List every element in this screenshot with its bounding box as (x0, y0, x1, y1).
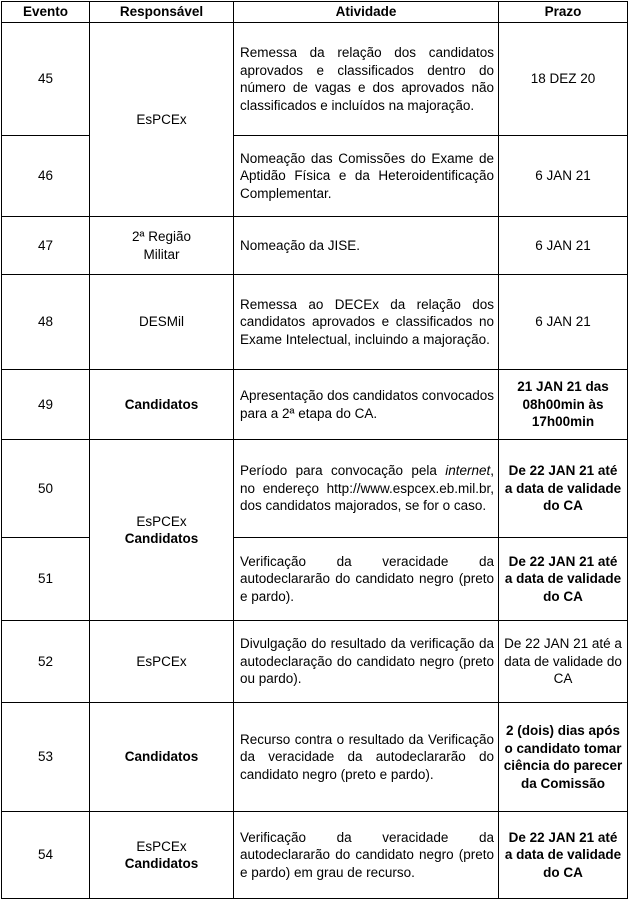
responsavel-cell (90, 703, 234, 812)
atividade-text: Período para convocação pela (240, 463, 446, 479)
atividade-italic-text: internet (445, 463, 491, 479)
responsavel-cell (90, 217, 234, 275)
header-responsavel: Responsável (90, 2, 234, 23)
prazo-cell: 6 JAN 21 (499, 136, 628, 217)
header-evento: Evento (2, 2, 90, 23)
responsavel-text: 2ª Região (131, 229, 192, 244)
table-row (2, 23, 628, 136)
atividade-cell: Apresentação dos candidatos convocados para a 2ª etapa do CA. (234, 370, 499, 440)
evento-cell: 49 (2, 370, 90, 440)
table-row (2, 812, 628, 899)
table-row (2, 370, 628, 440)
prazo-cell: De 22 JAN 21 até a data de validade do CA (499, 440, 628, 538)
evento-cell: 48 (2, 275, 90, 370)
responsavel-cell (90, 440, 234, 621)
responsavel-cell (90, 370, 234, 440)
responsavel-text: EsPCEx (136, 653, 187, 669)
evento-cell: 54 (2, 812, 90, 899)
responsavel-text: Candidatos (124, 856, 199, 871)
evento-cell: 50 (2, 440, 90, 538)
evento-cell: 51 (2, 538, 90, 621)
responsavel-text: EsPCEx (136, 513, 187, 529)
responsavel-text: Candidatos (124, 749, 199, 765)
table-row (2, 275, 628, 370)
atividade-cell: Nomeação da JISE. (234, 217, 499, 275)
responsavel-cell (90, 275, 234, 370)
prazo-cell: 18 DEZ 20 (499, 23, 628, 136)
responsavel-text: EsPCEx (136, 111, 187, 127)
responsavel-text: DESMil (138, 314, 184, 330)
prazo-cell: 21 JAN 21 das 08h00min às 17h00min (499, 370, 628, 440)
responsavel-text: Militar (143, 246, 180, 262)
responsavel-cell (90, 621, 234, 703)
atividade-cell: Verificação da veracidade da autodeclararão do candidato negro (preto e pardo). (234, 538, 499, 621)
evento-cell: 46 (2, 136, 90, 217)
responsavel-text: Candidatos (124, 531, 199, 546)
table-row (2, 440, 628, 538)
header-row (2, 2, 628, 23)
responsavel-cell (90, 812, 234, 899)
responsavel-text: EsPCEx (136, 838, 187, 854)
evento-cell: 52 (2, 621, 90, 703)
prazo-cell: 6 JAN 21 (499, 217, 628, 275)
evento-cell: 47 (2, 217, 90, 275)
prazo-cell: 6 JAN 21 (499, 275, 628, 370)
atividade-cell (234, 440, 499, 538)
atividade-cell: Recurso contra o resultado da Verificação da veracidade da autodeclararão do candidato negro (preto e pardo). (234, 703, 499, 812)
table-row (2, 217, 628, 275)
prazo-cell: De 22 JAN 21 até a data de validade do CA (499, 812, 628, 899)
header-atividade: Atividade (234, 2, 499, 23)
evento-cell: 45 (2, 23, 90, 136)
atividade-cell: Divulgação do resultado da verificação da autodeclaração do candidato negro (preto ou pardo). (234, 621, 499, 703)
atividade-cell: Nomeação das Comissões do Exame de Aptidão Física e da Heteroidentificação Complementar. (234, 136, 499, 217)
table-row (2, 703, 628, 812)
atividade-cell: Remessa ao DECEx da relação dos candidatos aprovados e classificados no Exame Intelectual, incluindo a majoração. (234, 275, 499, 370)
prazo-cell: 2 (dois) dias após o candidato tomar ciência do parecer da Comissão (499, 703, 628, 812)
responsavel-cell (90, 23, 234, 217)
table-row (2, 621, 628, 703)
prazo-cell: De 22 JAN 21 até a data de validade do CA (499, 538, 628, 621)
atividade-cell: Verificação da veracidade da autodeclararão do candidato negro (preto e pardo) em grau de recurso. (234, 812, 499, 899)
evento-cell: 53 (2, 703, 90, 812)
header-prazo: Prazo (499, 2, 628, 23)
atividade-text: , no endereço http://www.espcex.eb.mil.br, dos candidatos majorados, se for o caso. (240, 463, 494, 514)
schedule-table (1, 1, 628, 899)
atividade-cell: Remessa da relação dos candidatos aprovados e classificados dentro do número de vagas e dos aprovados não classificados e incluídos na majoração. (234, 23, 499, 136)
prazo-cell: De 22 JAN 21 até a data de validade do CA (499, 621, 628, 703)
responsavel-text: Candidatos (124, 396, 199, 412)
